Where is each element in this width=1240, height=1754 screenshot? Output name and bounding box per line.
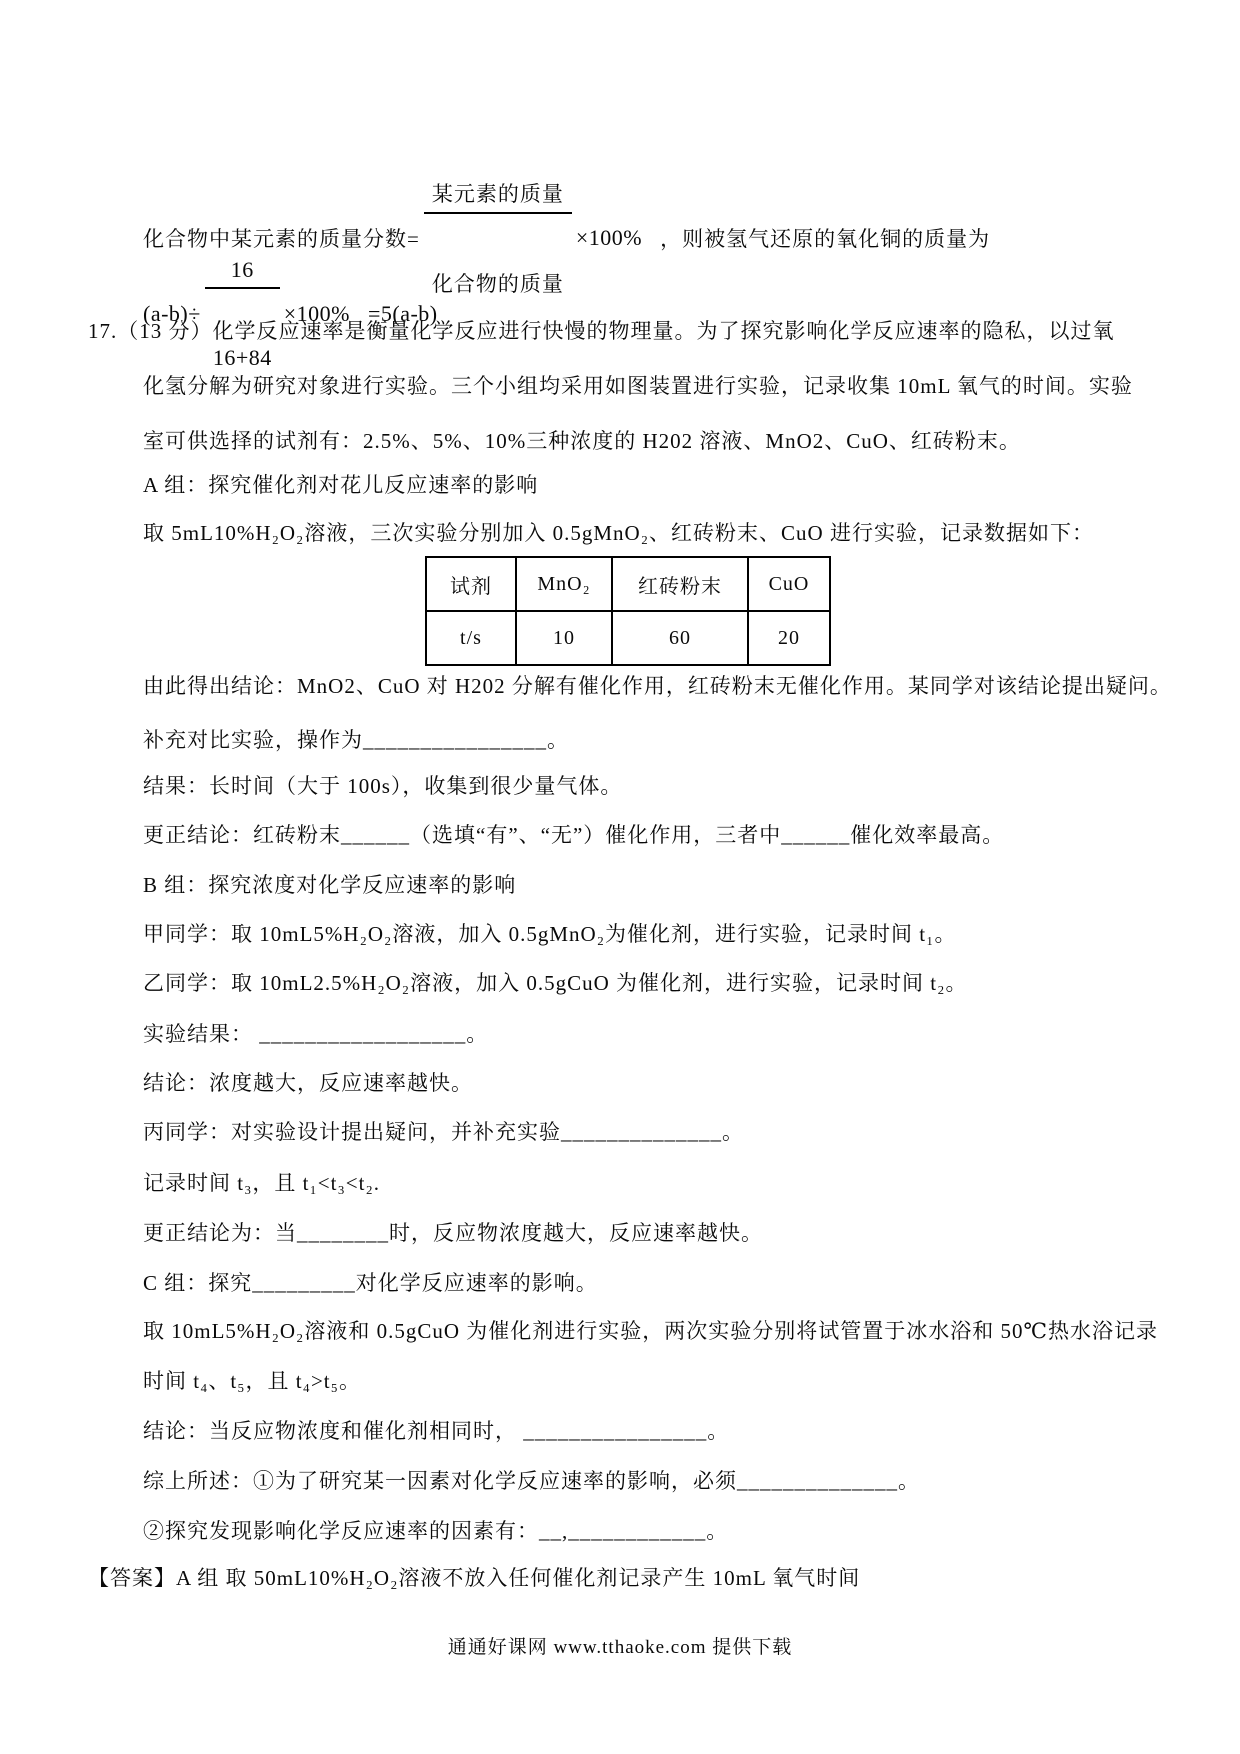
- group-b-title: B 组：探究浓度对化学反应速率的影响: [143, 873, 517, 897]
- corrected-conclusion-line: 更正结论为：当________时，反应物浓度越大，反应速率越快。: [143, 1221, 763, 1245]
- site-watermark: 通通好课网 www.tthaoke.com 提供下载: [447, 1637, 793, 1658]
- group-a-title: A 组：探究催化剂对花儿反应速率的影响: [143, 473, 539, 497]
- formula2-denominator: 16+84: [212, 345, 272, 370]
- group-c-title-blank-line: C 组：探究_________对化学反应速率的影响。: [143, 1271, 598, 1295]
- formula1-suffix: ，则被氢气还原的氧化铜的质量为: [660, 227, 991, 251]
- formula2-prefix: (a-b)÷: [143, 301, 201, 326]
- corrected-conclusion-blank-line: 更正结论：红砖粉末______（选填“有”、“无”）催化作用，三者中______催化效率最高。: [143, 823, 1005, 847]
- group-a-procedure-line: 取 5mL10%H₂O₂溶液，三次实验分别加入 0.5gMnO₂、红砖粉末、CuO 进行实验，记录数据如下：: [143, 521, 1094, 545]
- table-header-cuo: CuO: [748, 557, 830, 611]
- concentration-conclusion-line: 结论：浓度越大，反应速率越快。: [143, 1071, 473, 1095]
- table-header-mno2: MnO₂: [516, 557, 612, 611]
- formula1-numerator: 某元素的质量: [424, 178, 572, 214]
- formula1-multiplier: ×100%: [575, 225, 643, 250]
- formula1-prefix: 化合物中某元素的质量分数=: [143, 227, 420, 251]
- student-jia-line: 甲同学：取 10mL5%H₂O₂溶液，加入 0.5gMnO₂为催化剂，进行实验，记录时间 t₁。: [143, 922, 957, 946]
- summary-point1-line: 综上所述：①为了研究某一因素对化学反应速率的影响，必须______________。: [143, 1469, 920, 1493]
- formula2-multiplier: ×100%: [283, 301, 350, 326]
- table-header-reagent: 试剂: [426, 557, 516, 611]
- group-c-procedure-line: 取 10mL5%H₂O₂溶液和 0.5gCuO 为催化剂进行实验，两次实验分别将试管置于冰水浴和 50℃热水浴记录: [143, 1319, 1159, 1343]
- record-time-t3-line: 记录时间 t₃，且 t₁<t₃<t₂.: [143, 1171, 381, 1195]
- table-cell-brick-time: 60: [612, 611, 748, 665]
- experiment-data-table: [425, 556, 831, 666]
- summary-point2-line: ②探究发现影响化学反应速率的因素有：__,____________。: [143, 1519, 729, 1543]
- formula1-denominator: 化合物的质量: [431, 272, 564, 296]
- formula2-result: =5(a-b): [367, 301, 438, 326]
- table-cell-cuo-time: 20: [748, 611, 830, 665]
- time-t4-t5-line: 时间 t₄、t₅，且 t₄>t₅。: [143, 1369, 361, 1393]
- group-c-conclusion-blank-line: 结论：当反应物浓度和催化剂相同时， ________________。: [143, 1419, 730, 1443]
- answer-line: 【答案】A 组 取 50mL10%H₂O₂溶液不放入任何催化剂记录产生 10mL 氧气时间: [88, 1566, 861, 1590]
- supplement-experiment-blank-line: 补充对比实验，操作为________________。: [143, 728, 569, 752]
- student-yi-line: 乙同学：取 10mL2.5%H₂O₂溶液，加入 0.5gCuO 为催化剂，进行实验，记录时间 t₂。: [143, 971, 968, 995]
- table-header-row: [426, 557, 830, 611]
- table-header-brick-powder: 红砖粉末: [612, 557, 748, 611]
- formula2-numerator: 16: [205, 257, 280, 289]
- table-cell-mno2-time: 10: [516, 611, 612, 665]
- experiment-result-blank-line: 实验结果： __________________。: [143, 1022, 489, 1046]
- table-row: [426, 611, 830, 665]
- table-cell-time-label: t/s: [426, 611, 516, 665]
- question-number-line: 17.（13 分）化学反应速率是衡量化学反应进行快慢的物理量。为了探究影响化学反应速率的隐私，以过氧: [88, 319, 1115, 343]
- reagents-line: 室可供选择的试剂有：2.5%、5%、10%三种浓度的 H202 溶液、MnO2、CuO、红砖粉末。: [143, 429, 1021, 453]
- student-bing-line: 丙同学：对实验设计提出疑问，并补充实验______________。: [143, 1120, 744, 1144]
- question-intro-line: 化氢分解为研究对象进行实验。三个小组均采用如图装置进行实验，记录收集 10mL 氧气的时间。实验: [143, 374, 1133, 398]
- conclusion-line: 由此得出结论：MnO2、CuO 对 H202 分解有催化作用，红砖粉末无催化作用。某同学对该结论提出疑问。: [143, 674, 1172, 698]
- formula1-fraction: [424, 128, 572, 348]
- result-line: 结果：长时间（大于 100s），收集到很少量气体。: [143, 774, 623, 798]
